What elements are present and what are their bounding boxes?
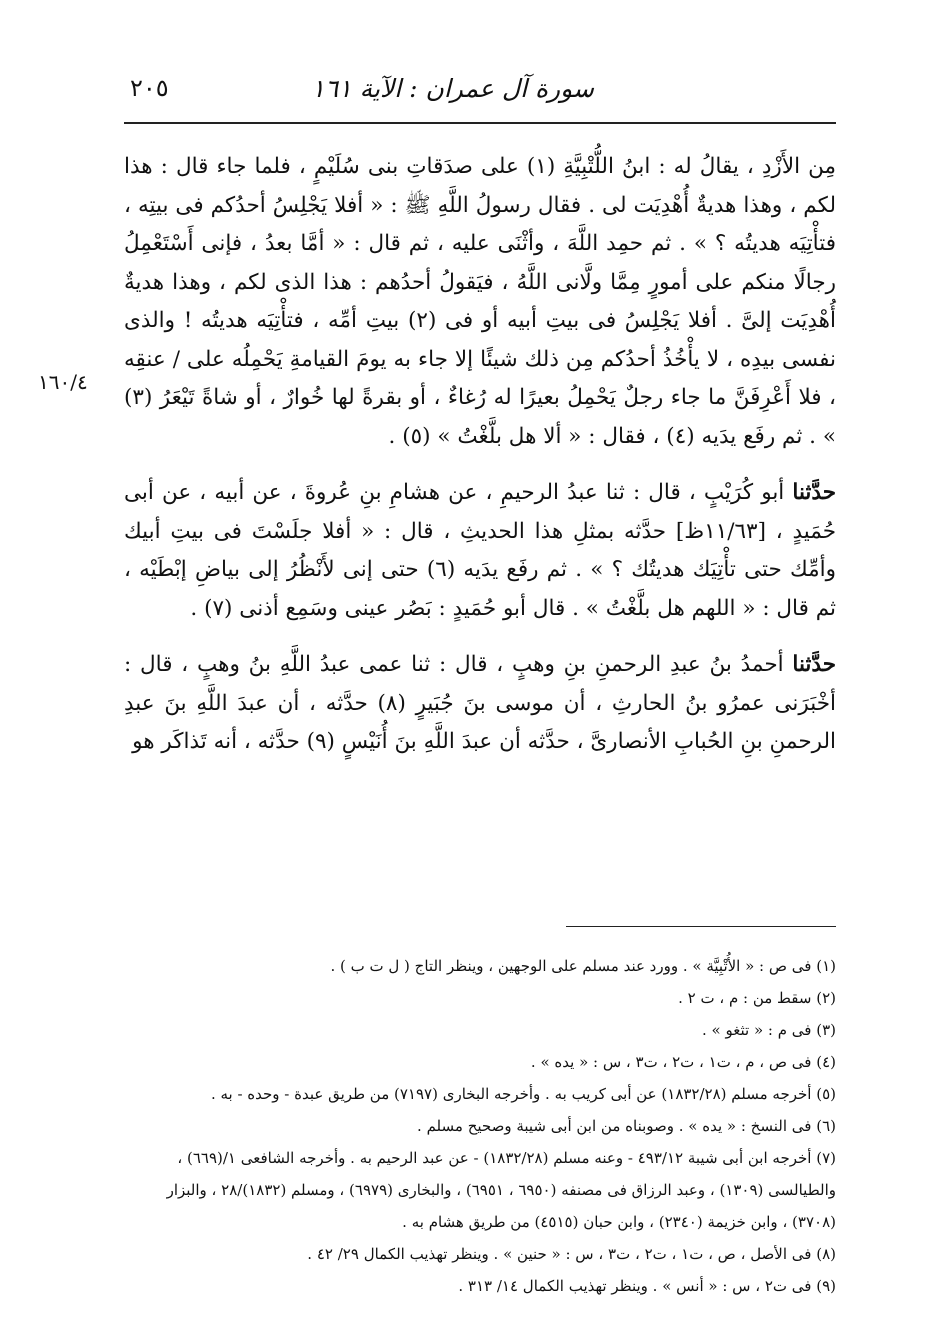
paragraph bbox=[124, 474, 836, 628]
paragraph-text: مِن الأَزْدِ ، يقالُ له : ابنُ اللُّتْبِيَّةِ (١) على صدَقاتِ بنى سُلَيْمٍ ، فلما جاء قال : هذا لكم ، وهذا هديةٌ أُهْدِيَت لى . فقال رسولُ اللَّهِ ﷺ : « أفلا يَجْلِسُ أحدُكم فى بيتِه ، فتأْتِيَه هديتُه ؟ » . ثم حمِد اللَّهَ ، وأثْنَى عليه ، ثم قال : « أمَّا بعدُ ، فإنى أَسْتَعْمِلُ رجالًا منكم على أمورٍ مِمَّا ولَّانى اللَّهُ ، فيَقولُ أحدُهم : هذا الذى لكم ، وهذا هديةٌ أُهْدِيَت إلىَّ . أفلا يَجْلِسُ فى بيتِ أبيه أو فى (٢) بيتِ أمِّه ، فتأْتِيَه هديتُه ! والذى نفسى بيدِه ، لا يأْخُذُ أحدُكم مِن ذلك شيئًا إلا جاء به يومَ القيامةِ يَحْمِلُه على / عنقِه ، فلا أَعْرِفَنَّ ما جاء رجلٌ يَحْمِلُ بعيرًا له رُغاءٌ ، أو بقرةً لها خُوارٌ ، أو شاةً تَيْعَرُ (٣) » . ثم رفَع يدَيه (٤) ، فقال : « ألا هل بلَّغْتُ » (٥) . bbox=[124, 154, 836, 449]
header-title: سورة آل عمران : الآية ١٦١ bbox=[311, 74, 594, 103]
running-header bbox=[124, 64, 836, 110]
footnotes bbox=[124, 950, 836, 1302]
header-divider bbox=[124, 122, 836, 124]
footnote: (٩) فى ت٢ ، س : « أنس » . وينظر تهذيب الكمال ١٤/ ٣١٣ . bbox=[458, 1277, 836, 1295]
paragraph-lead: حدَّثنا bbox=[792, 652, 836, 677]
paragraph-lead: حدَّثنا bbox=[792, 480, 836, 505]
paragraph-text: أبو كُرَيْبٍ ، قال : ثنا عبدُ الرحيمِ ، عن هشامِ بنِ عُروةَ ، عن أبيه ، عن أبى حُمَيدٍ ، [١١/٦٣ظ] حدَّثه بمثلِ هذا الحديثِ ، قال : « أفلا جلَسْتَ فى بيتِ أبيك وأمِّك حتى تأْتِيَك هديتُك ؟ » . ثم رفَع يدَيه (٦) حتى إنى لأَنْظُرُ إلى بياضِ إبْطَيْه ، ثم قال : « اللهم هل بلَّغْتُ » . قال أبو حُمَيدٍ : بَصُر عينى وسَمِع أذنى (٧) . bbox=[124, 480, 836, 621]
margin-reference: ١٦٠/٤ bbox=[38, 370, 88, 394]
paragraph-text: أحمدُ بنُ عبدِ الرحمنِ بنِ وهبٍ ، قال : ثنا عمى عبدُ اللَّهِ بنُ وهبٍ ، قال : أخْبَرَنى عمرُو بنُ الحارثِ ، أن موسى بنَ جُبَيرٍ (٨) حدَّثه ، أن عبدَ اللَّهِ بنَ عبدِ الرحمنِ بنِ الحُبابِ الأنصارىَّ ، حدَّثه أن عبدَ اللَّهِ بنَ أُنَيْسٍ (٩) حدَّثه ، أنه تَذاكَر هو bbox=[124, 652, 836, 754]
paragraph bbox=[124, 646, 836, 762]
main-text bbox=[124, 148, 836, 780]
page-number: ٢٠٥ bbox=[130, 74, 169, 102]
footnote: (١) فى ص : « الأُتْبِيَّة » . وورد عند مسلم على الوجهين ، وينظر التاج ( ل ت ب ) . bbox=[330, 957, 836, 975]
footnote: (٥) أخرجه مسلم (١٨٣٢/٢٨) عن أبى كريب به . وأخرجه البخارى (٧١٩٧) من طريق عبدة - وحده - به . bbox=[210, 1085, 836, 1103]
paragraph bbox=[124, 148, 836, 456]
footnote: (٨) فى الأصل ، ص ، ت١ ، ت٢ ، ت٣ ، س : « حنين » . وينظر تهذيب الكمال ٢٩/ ٤٢ . bbox=[307, 1245, 836, 1263]
footnote: (٣) فى م : « تثغو » . bbox=[702, 1021, 836, 1039]
footnote-divider bbox=[566, 926, 836, 927]
footnote: (٧) أخرجه ابن أبى شيبة ٤٩٣/١٢ - وعنه مسلم (١٨٣٢/٢٨) - عن عبد الرحيم به . وأخرجه الشافعى ١/(٦٦٩) ، والطيالسى (١٣٠٩) ، وعبد الرزاق فى مصنفه (٦٩٥٠ ، ٦٩٥١) ، والبخارى (٦٩٧٩) ، ومسلم (١٨٣٢)/٢٨ ، والبزار (٣٧٠٨) ، وابن خزيمة (٢٣٤٠) ، وابن حبان (٤٥١٥) من طريق هشام به . bbox=[166, 1149, 836, 1231]
footnote: (٢) سقط من : م ، ت ٢ . bbox=[678, 989, 836, 1007]
footnote: (٤) فى ص ، م ، ت١ ، ت٢ ، ت٣ ، س : « يده » . bbox=[530, 1053, 836, 1071]
footnote: (٦) فى النسخ : « يده » . وصوبناه من ابن أبى شيبة وصحيح مسلم . bbox=[417, 1117, 836, 1135]
